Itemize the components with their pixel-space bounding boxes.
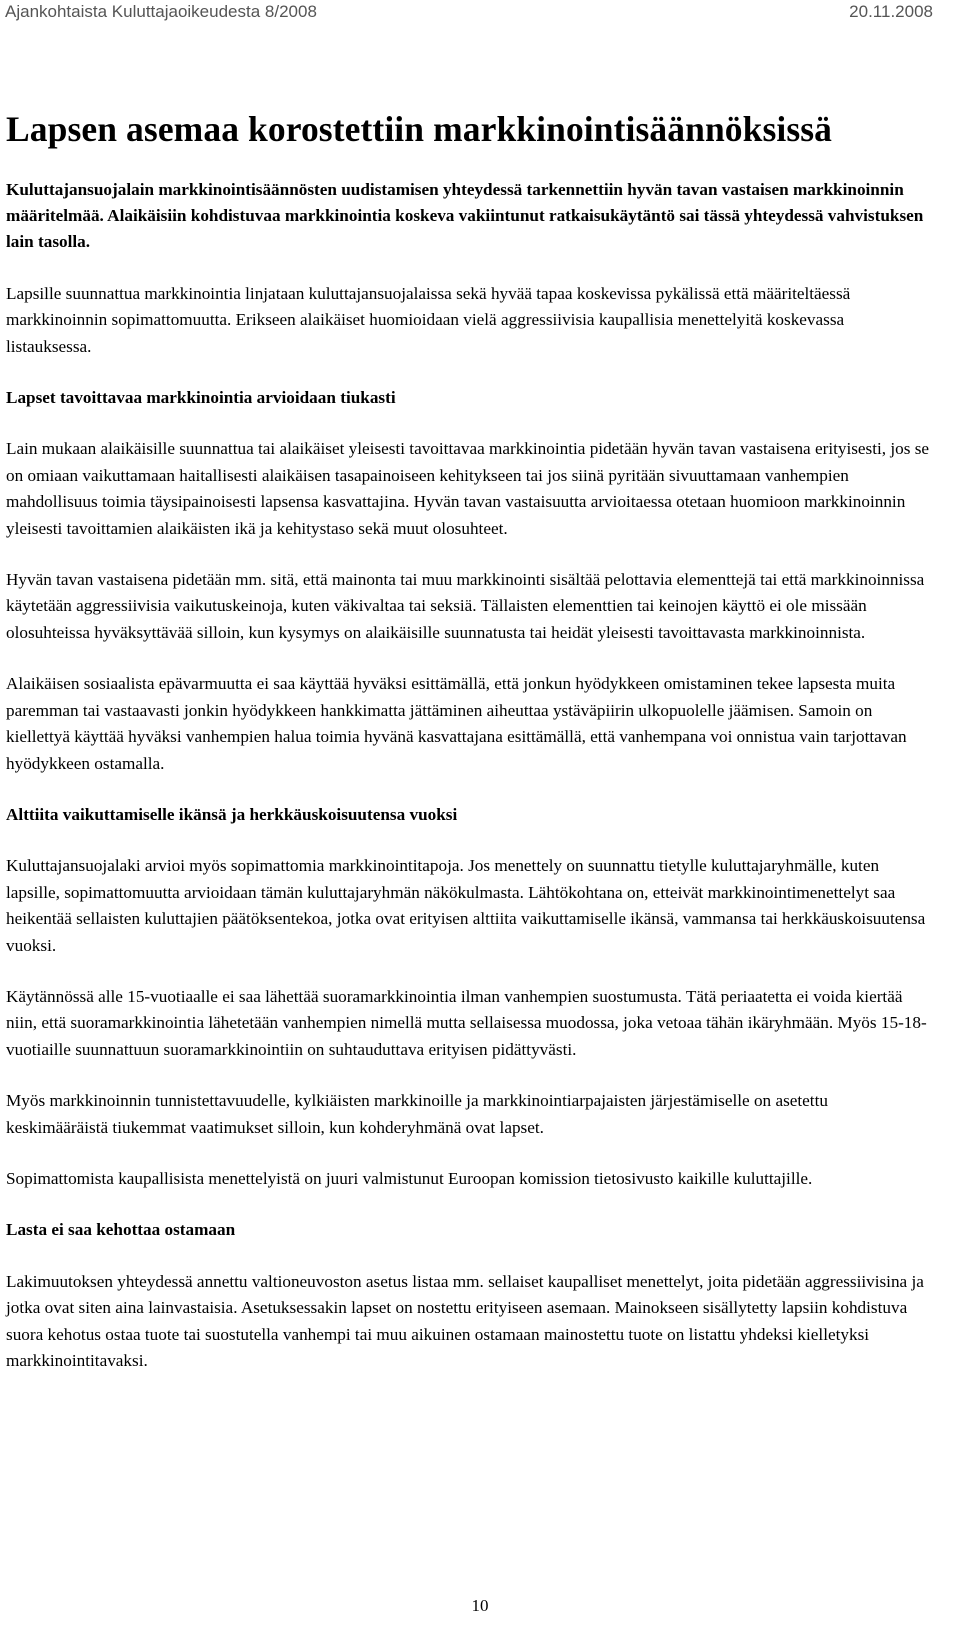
running-header	[5, 2, 933, 28]
paragraph: Myös markkinoinnin tunnistettavuudelle, kylkiäisten markkinoille ja markkinointiarpajaisten järjestämiselle on asetettu keskimääräistä tiukemmat vaatimukset silloin, kun kohderyhmänä ovat lapset.	[6, 1091, 828, 1137]
paragraph: Lain mukaan alaikäisille suunnattua tai alaikäiset yleisesti tavoittavaa markkinointia pidetään hyvän tavan vastaisena erityisesti, jos se on omiaan vaikuttamaan haitallisesti alaikäisen tasapainoiseen kehitykseen tai jos siinä pyritään sivuuttamaan vanhempien mahdollisuus toimia täysipainoisesti lapsensa kasvattajina. Hyvän tavan vastaisuutta arvioitaessa otetaan huomioon markkinoinnin yleisesti tavoittamien alaikäisten ikä ja kehitystaso sekä muut olosuhteet.	[6, 439, 930, 538]
paragraph: Alaikäisen sosiaalista epävarmuutta ei saa käyttää hyväksi esittämällä, että jonkun hyödykkeen omistaminen tekee lapsesta muita paremman tai vastaavasti jonkin hyödykkeen hankkimatta jättäminen aiheuttaa ystäväpiirin ulkopuolelle jäämisen. Samoin on kiellettyä käyttää hyväksi vanhempien halua toimia hyvänä kasvattajana esittämällä, että vanhempana voi onnistua vain tarjottavan hyödykkeen ostamalla.	[6, 674, 907, 773]
paragraph: Lakimuutoksen yhteydessä annettu valtioneuvoston asetus listaa mm. sellaiset kaupalliset menettelyt, joita pidetään aggressiivisina ja jotka ovat siten aina lainvastaisia. Asetuksessakin lapset on nostettu erityiseen asemaan. Mainokseen sisällytetty lapsiin kohdistuva suora kehotus ostaa tuote tai suostutella vanhempi tai muu aikuinen ostamaan mainostettu tuote on listattu yhdeksi kielletyksi markkinointitavaksi.	[6, 1271, 924, 1370]
section-1	[6, 385, 931, 777]
article-lead: Kuluttajansuojalain markkinointisäännösten uudistamisen yhteydessä tarkennettiin hyvän tavan vastaisen markkinoinnin määritelmää. Alaikäisiin kohdistuvaa markkinointia koskeva vakiintunut ratkaisukäytäntö sai tässä yhteydessä vahvistuksen lain tasolla.	[6, 179, 924, 252]
article	[6, 108, 931, 1399]
section-heading: Alttiita vaikuttamiselle ikänsä ja herkkäuskoisuutensa vuoksi	[6, 804, 458, 824]
paragraph: Sopimattomista kaupallisista menettelyistä on juuri valmistunut Euroopan komission tietosivusto kaikille kuluttajille.	[6, 1168, 813, 1188]
article-title: Lapsen asemaa korostettiin markkinointisäännöksissä	[6, 109, 833, 149]
section-2	[6, 802, 931, 1192]
paragraph: Käytännössä alle 15-vuotiaalle ei saa lähettää suoramarkkinointia ilman vanhempien suostumusta. Tätä periaatetta ei voida kiertää niin, että suoramarkkinointia lähetetään vanhempien nimellä mutta sellaisessa muodossa, joka vetoaa tähän ikäryhmään. Myös 15-18-vuotiaille suunnattuun suoramarkkinointiin on suhtauduttava erityisen pidättyvästi.	[6, 986, 927, 1059]
paragraph: Hyvän tavan vastaisena pidetään mm. sitä, että mainonta tai muu markkinointi sisältää pelottavia elementtejä tai että markkinoinnissa käytetään aggressiivisia vaikutuskeinoja, kuten väkivaltaa tai seksiä. Tällaisten elementtien tai keinojen käyttö ei ole missään olosuhteissa hyväksyttävää silloin, kun kysymys on alaikäisille suunnatusta tai heidät yleisesti tavoittavasta markkinoinnista.	[6, 570, 925, 642]
section-heading: Lapset tavoittavaa markkinointia arvioidaan tiukasti	[6, 388, 396, 408]
paragraph: Kuluttajansuojalaki arvioi myös sopimattomia markkinointitapoja. Jos menettely on suunnattu tietylle kuluttajaryhmälle, kuten lapsille, sopimattomuutta arvioidaan tämän kuluttajaryhmän näkökulmasta. Lähtökohtana on, etteivät markkinointimenettelyt saa heikentää sellaisten kuluttajien päätöksentekoa, jotka ovat erityisen alttiita vaikuttamiselle ikänsä, vammansa tai herkkäuskoisuutensa vuoksi.	[6, 856, 926, 955]
section-3	[6, 1217, 931, 1374]
publication-name: Ajankohtaista Kuluttajaoikeudesta 8/2008	[5, 2, 317, 21]
article-intro: Lapsille suunnattua markkinointia linjataan kuluttajansuojalaissa sekä hyvää tapaa koskevissa pykälissä että määriteltäessä markkinoinnin sopimattomuutta. Erikseen alaikäiset huomioidaan vielä aggressiivisia kaupallisia menettelyitä koskevassa listauksessa.	[6, 283, 851, 356]
section-heading: Lasta ei saa kehottaa ostamaan	[6, 1220, 236, 1240]
page-number: 10	[471, 1596, 489, 1615]
publication-date: 20.11.2008	[849, 2, 933, 21]
